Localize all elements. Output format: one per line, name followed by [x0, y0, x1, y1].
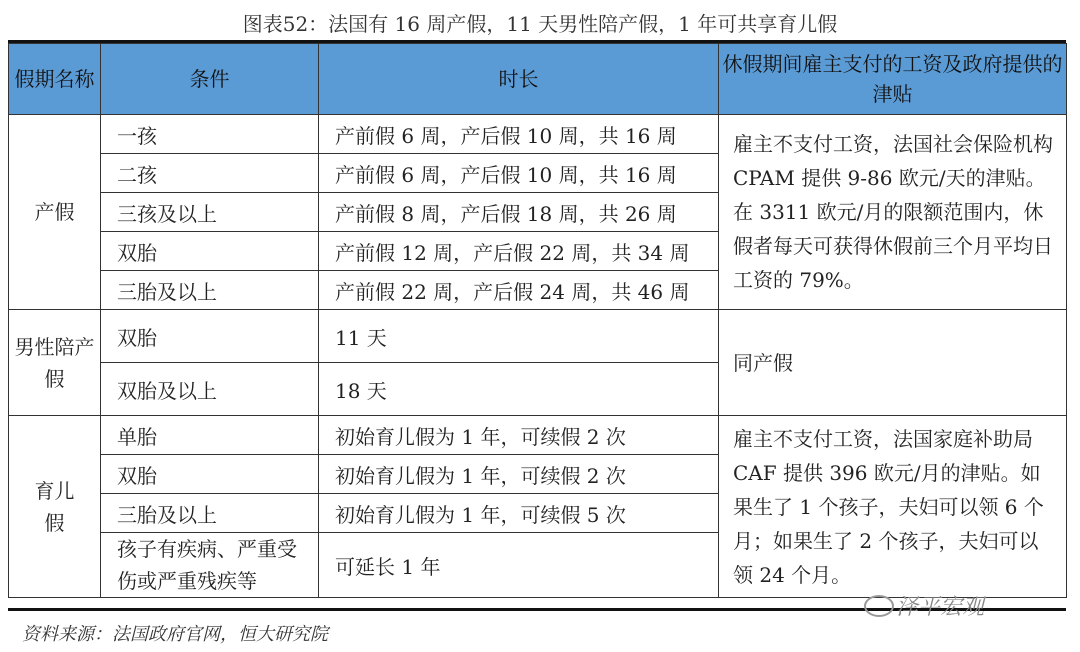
- condition-cell: 单胎: [101, 416, 319, 455]
- condition-cell: 双胎: [101, 310, 319, 363]
- condition-cell: 二孩: [101, 154, 319, 193]
- wechat-icon: [864, 595, 894, 617]
- leave-table: [8, 43, 1067, 598]
- header-pay: 休假期间雇主支付的工资及政府提供的津贴: [719, 44, 1067, 115]
- duration-cell: 产前假 6 周，产后假 10 周，共 16 周: [319, 154, 719, 193]
- condition-cell: 一孩: [101, 115, 319, 154]
- condition-cell: 三孩及以上: [101, 193, 319, 232]
- condition-cell: 三胎及以上: [101, 494, 319, 533]
- duration-cell: 11 天: [319, 310, 719, 363]
- duration-cell: 初始育儿假为 1 年，可续假 5 次: [319, 494, 719, 533]
- duration-cell: 产前假 6 周，产后假 10 周，共 16 周: [319, 115, 719, 154]
- duration-cell: 产前假 22 周，产后假 24 周，共 46 周: [319, 271, 719, 310]
- condition-cell: 双胎: [101, 455, 319, 494]
- condition-cell: 三胎及以上: [101, 271, 319, 310]
- watermark: 泽平宏观: [896, 595, 985, 620]
- header-leave-name: 假期名称: [9, 44, 101, 115]
- figure-title: 图表52：法国有 16 周产假，11 天男性陪产假，1 年可共享育儿假: [242, 12, 838, 36]
- header-row: [9, 44, 1067, 115]
- duration-cell: 初始育儿假为 1 年，可续假 2 次: [319, 416, 719, 455]
- table-row: [9, 416, 1067, 455]
- header-duration: 时长: [319, 44, 719, 115]
- category-parental: 育儿假: [9, 416, 101, 598]
- pay-note-maternity: 雇主不支付工资，法国社会保险机构 CPAM 提供 9-86 欧元/天的津贴。在 3311 欧元/月的限额范围内，休假者每天可获得休假前三个月平均日工资的 79%。: [719, 115, 1067, 310]
- condition-cell: 双胎及以上: [101, 363, 319, 416]
- duration-cell: 产前假 12 周，产后假 22 周，共 34 周: [319, 232, 719, 271]
- source-note: 资料来源：法国政府官网，恒大研究院: [22, 624, 328, 645]
- table-row: [9, 115, 1067, 154]
- duration-cell: 产前假 8 周，产后假 18 周，共 26 周: [319, 193, 719, 232]
- condition-cell: 双胎: [101, 232, 319, 271]
- pay-note-parental: 雇主不支付工资，法国家庭补助局 CAF 提供 396 欧元/月的津贴。如果生了 1 个孩子，夫妇可以领 6 个月；如果生了 2 个孩子，夫妇可以领 24 个月。: [719, 416, 1067, 598]
- condition-cell: 孩子有疾病、严重受伤或严重残疾等: [101, 533, 319, 598]
- duration-cell: 可延长 1 年: [319, 533, 719, 598]
- duration-cell: 18 天: [319, 363, 719, 416]
- category-maternity: 产假: [9, 115, 101, 310]
- table-row: [9, 310, 1067, 363]
- pay-note-paternity: 同产假: [719, 310, 1067, 416]
- duration-cell: 初始育儿假为 1 年，可续假 2 次: [319, 455, 719, 494]
- header-condition: 条件: [101, 44, 319, 115]
- category-paternity: 男性陪产假: [9, 310, 101, 416]
